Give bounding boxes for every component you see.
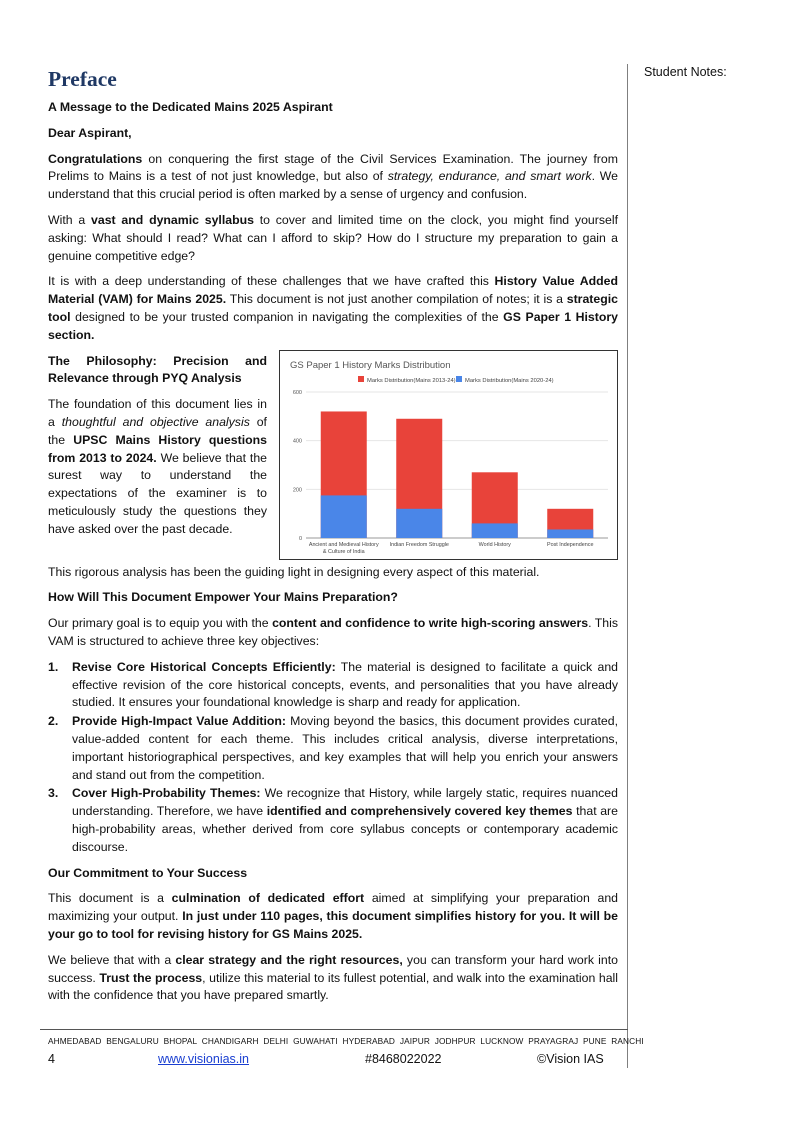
philosophy-paragraph: The foundation of this document lies in a thoughtful and objective analysis of the UPSC Mains History questions from 2013 to 2024. We believe that the surest way to understand the expectations of the examiner is to meticulously study the questions they have asked over the past decade. [48, 397, 268, 536]
bar [547, 529, 593, 538]
page-content [48, 66, 618, 1013]
commitment-heading: Our Commitment to Your Success [48, 865, 248, 880]
copyright: ©Vision IAS [537, 1052, 604, 1066]
legend-swatch [358, 376, 364, 382]
legend-label: Marks Distribution(Mains 2013-24) [367, 377, 456, 384]
philosophy-heading: The Philosophy: Precision and Relevance through PYQ Analysis [48, 353, 267, 386]
list-item: 1. Revise Core Historical Concepts Efficiently: The material is designed to facilitate a quick and effective revision of the core historical concepts, events, and personalities that you have already studied. It ensures your foundational knowledge is sharp and ready for application. [48, 659, 618, 710]
page-number: 4 [48, 1052, 55, 1066]
bar [472, 523, 518, 538]
student-notes-label: Student Notes: [644, 65, 727, 79]
list-item: 2. Provide High-Impact Value Addition: Moving beyond the basics, this document provides curated, value-added content for each theme. This includes critical analysis, diverse interpretations, important historiographical perspectives, and key examples that will help you enrich your answers and stand out from the competition. [48, 714, 618, 782]
subtitle: A Message to the Dedicated Mains 2025 Aspirant [48, 100, 333, 114]
philosophy-section [48, 349, 618, 564]
marks-distribution-chart [279, 350, 618, 560]
paragraph-congratulations: Congratulations on conquering the first stage of the Civil Services Examination. The journey from Prelims to Mains is a test of not just knowledge, but also of strategy, endurance, and smart work. We understand that this crucial period is often marked by a sense of urgency and confusion. [48, 151, 619, 202]
x-tick-label: & Culture of India [322, 548, 365, 555]
website-link[interactable]: www.visionias.in [158, 1052, 250, 1066]
closing-paragraph: We believe that with a clear strategy and the right resources, you can transform your hard work into success. Trust the process, utilize this material to its fullest potential, and walk into the examination hall with the confidence that you have prepared smartly. [48, 952, 618, 1003]
chart-svg [280, 351, 617, 559]
bar [321, 495, 367, 538]
y-tick-label: 400 [292, 438, 302, 445]
phone-number: #8468022022 [365, 1052, 442, 1066]
footer-cities: AHMEDABAD BENGALURU BHOPAL CHANDIGARH DELHI GUWAHATI HYDERABAD JAIPUR JODHPUR LUCKNOW PRAYAGRAJ PUNE RANCHI [48, 1036, 644, 1046]
page-title: Preface [48, 67, 117, 91]
empower-heading: How Will This Document Empower Your Mains Preparation? [48, 590, 398, 605]
bar [396, 508, 442, 537]
legend-label: Marks Distribution(Mains 2020-24) [465, 377, 554, 384]
x-tick-label: Indian Freedom Struggle [389, 541, 449, 548]
margin-divider [627, 64, 628, 1068]
paragraph-syllabus: With a vast and dynamic syllabus to cover and limited time on the clock, you might find yourself asking: What should I read? What can I afford to skip? How do I structure my preparation to gain a genuine competitive edge? [48, 212, 618, 263]
paragraph-rigorous: This rigorous analysis has been the guiding light in designing every aspect of this material. [48, 564, 540, 579]
objectives-list [48, 659, 618, 857]
salutation: Dear Aspirant, [48, 125, 132, 140]
legend-swatch [456, 376, 462, 382]
list-item: 3. Cover High-Probability Themes: We recognize that History, while largely static, requires nuanced understanding. Therefore, we have identified and comprehensively covered key themes that are high-probability areas, whether derived from core syllabus concepts or contemporary academic discourse. [48, 786, 618, 854]
y-tick-label: 0 [298, 535, 302, 542]
chart-title: GS Paper 1 History Marks Distribution [290, 359, 451, 371]
commitment-paragraph: This document is a culmination of dedicated effort aimed at simplifying your preparation and maximizing your output. In just under 110 pages, this document simplifies history for you. It will be your go to tool for revising history for GS Mains 2025. [48, 891, 618, 941]
paragraph-vam-intro: It is with a deep understanding of these challenges that we have crafted this History Value Added Material (VAM) for Mains 2025. This document is not just another compilation of notes; it is a strategic tool designed to be your trusted companion in navigating the complexities of the GS Paper 1 History section. [48, 274, 619, 342]
x-tick-label: World History [478, 541, 511, 548]
footer-divider [40, 1029, 628, 1030]
y-tick-label: 600 [292, 389, 302, 396]
x-tick-label: Post Independence [547, 541, 594, 548]
empower-paragraph: Our primary goal is to equip you with the content and confidence to write high-scoring answers. This VAM is structured to achieve three key objectives: [48, 616, 618, 648]
y-tick-label: 200 [292, 486, 302, 493]
x-tick-label: Ancient and Medieval History [308, 541, 379, 548]
